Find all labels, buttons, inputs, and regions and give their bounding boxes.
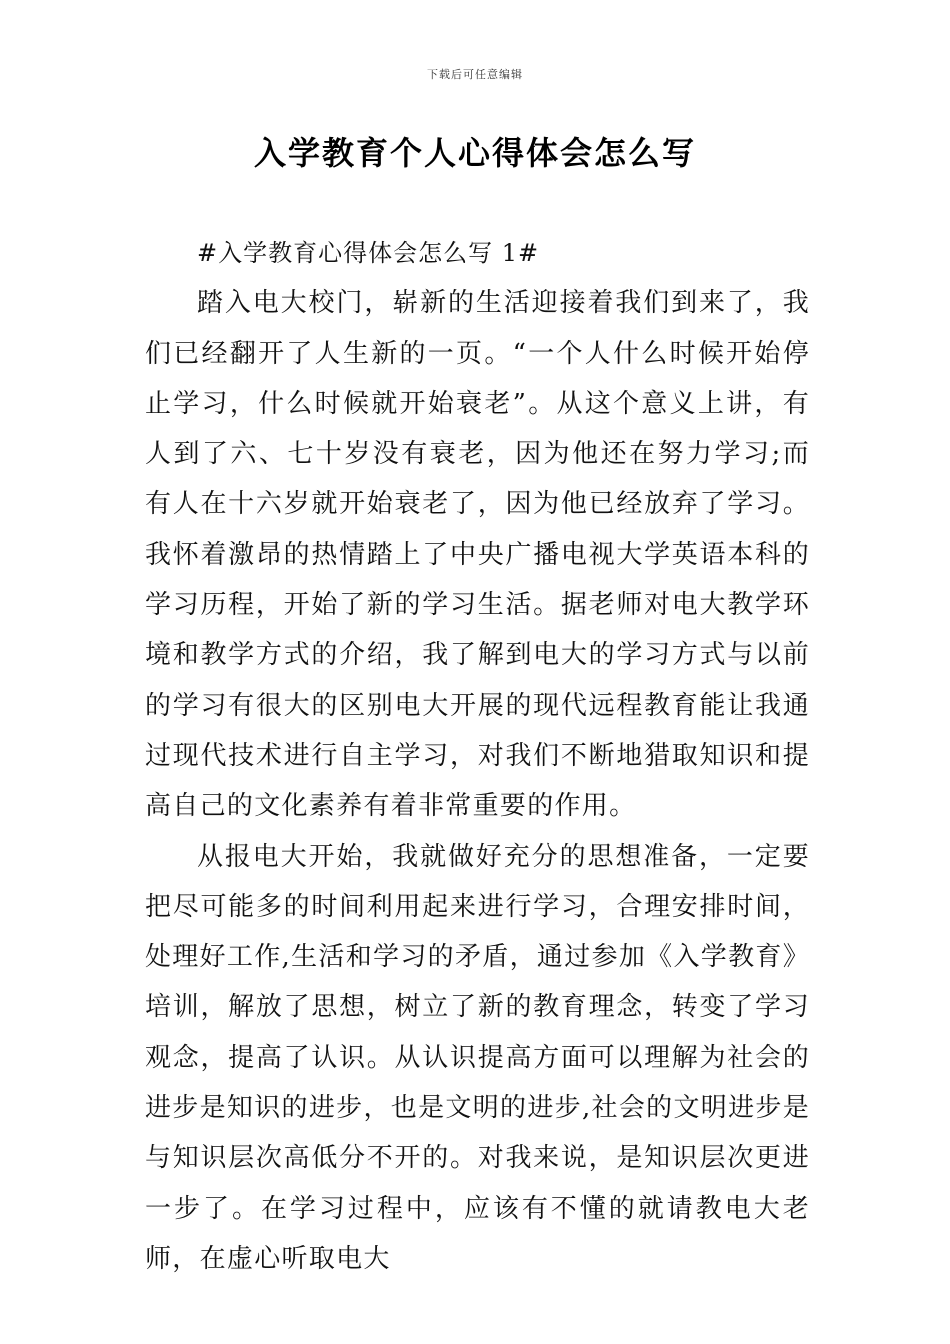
paragraph-1: 踏入电大校门，崭新的生活迎接着我们到来了，我们已经翻开了人生新的一页。“一个人什么时候开始停止学习，什么时候就开始衰老”。从这个意义上讲，有人到了六、七十岁没有衰老，因为他还在努力学习;而有人在十六岁就开始衰老了，因为他已经放弃了学习。我怀着激昂的热情踏上了中央广播电视大学英语本科的学习历程，开始了新的学习生活。据老师对电大教学环境和教学方式的介绍，我了解到电大的学习方式与以前的学习有很大的区别电大开展的现代远程教育能让我通过现代技术进行自主学习，对我们不断地猎取知识和提高自己的文化素养有着非常重要的作用。 — [145, 288, 810, 822]
paragraph-2: 从报电大开始，我就做好充分的思想准备，一定要把尽可能多的时间利用起来进行学习，合理安排时间，处理好工作,生活和学习的矛盾，通过参加《入学教育》培训，解放了思想，树立了新的教育理念，转变了学习观念，提高了认识。从认识提高方面可以理解为社会的进步是知识的进步，也是文明的进步,社会的文明进步是与知识层次高低分不开的。对我来说，是知识层次更进一步了。在学习过程中，应该有不懂的就请教电大老师，在虚心听取电大 — [145, 841, 810, 1274]
header-note: 下载后可任意编辑 — [427, 68, 523, 81]
document-title: 入学教育个人心得体会怎么写 — [253, 134, 696, 172]
section-heading: #入学教育心得体会怎么写 1# — [197, 239, 540, 267]
document-body — [145, 228, 810, 1284]
